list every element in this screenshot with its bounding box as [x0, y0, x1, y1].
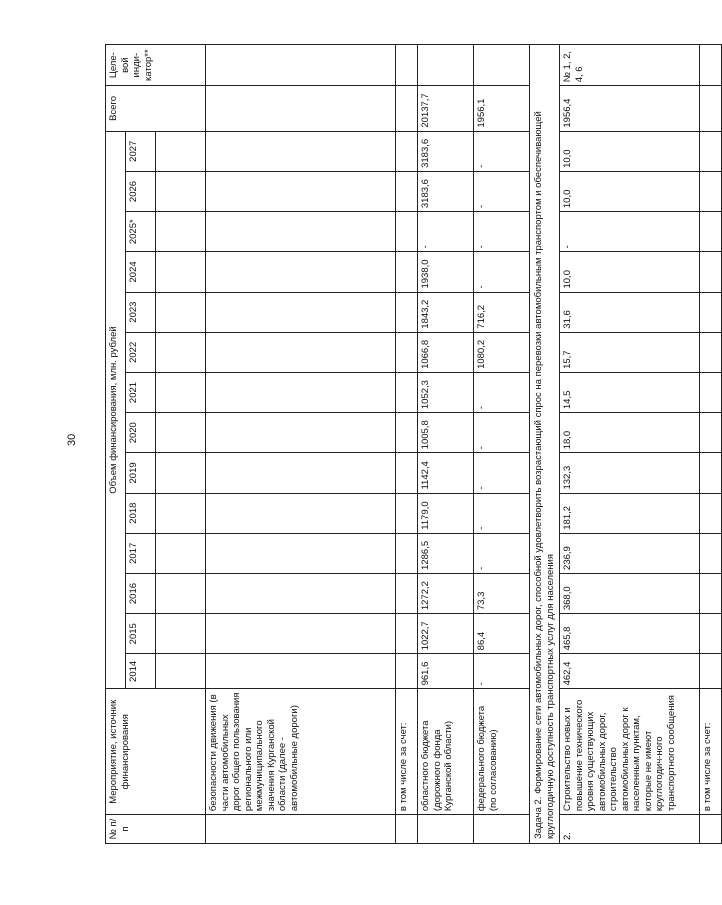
year-header: 2023 [126, 292, 156, 332]
value-cell: 1052,3 [418, 372, 474, 412]
value-cell: 1179,0 [418, 493, 474, 533]
header-total: Всего [106, 86, 206, 131]
value-cell: 10,0 [560, 171, 700, 211]
row-measure: в том числе за счет: [700, 689, 722, 815]
row-measure: Строительство новых и повышение технического уровня существующих автомобильных дорог, строительство автомобильных дорог к населенным пунктам, которые не имеют круглогодич-ного транспортного сообщения [560, 689, 700, 815]
value-cell [396, 171, 418, 211]
row-measure: федерального бюджета (по согласованию) [474, 689, 530, 815]
value-cell: 86,4 [474, 614, 530, 654]
value-cell: 73,3 [474, 573, 530, 613]
year-header: 2026 [126, 171, 156, 211]
value-cell [700, 212, 722, 252]
year-header: 2022 [126, 332, 156, 372]
value-cell: 1272,2 [418, 573, 474, 613]
value-cell: 462,4 [560, 654, 700, 689]
value-cell: - [474, 212, 530, 252]
value-cell [206, 332, 396, 372]
row-num [206, 815, 396, 844]
row-num [418, 815, 474, 844]
header-measure: Мероприятие, источник финансирования [106, 689, 206, 815]
value-cell [700, 332, 722, 372]
value-cell: - [418, 212, 474, 252]
value-cell [206, 252, 396, 292]
task-2-heading: Задача 2. Формирование сети автомобильных дорог, способной удовлетворить возрастающий спрос на перевозки автомобильным транспортом и обеспечивающей круглогодичную доступность транспортных услуг для населения [530, 45, 560, 844]
value-cell: 10,0 [560, 131, 700, 171]
value-cell: - [474, 171, 530, 211]
year-header: 2021 [126, 372, 156, 412]
value-cell: 465,8 [560, 614, 700, 654]
value-cell [206, 493, 396, 533]
value-cell [206, 372, 396, 412]
value-cell: 716,2 [474, 292, 530, 332]
value-cell [396, 252, 418, 292]
value-cell [396, 533, 418, 573]
header-target: Целе-вой инди-катор** [106, 45, 206, 86]
value-cell: 1022,7 [418, 614, 474, 654]
year-header-spacer [156, 252, 206, 292]
value-cell [396, 614, 418, 654]
value-cell: - [474, 413, 530, 453]
year-header: 2020 [126, 413, 156, 453]
value-cell: 368,0 [560, 573, 700, 613]
row-measure: областного бюджета (дорожного фонда Курганской области) [418, 689, 474, 815]
total-cell [206, 86, 396, 131]
year-header: 2017 [126, 533, 156, 573]
year-header-spacer [156, 413, 206, 453]
year-header-spacer [156, 573, 206, 613]
value-cell [700, 292, 722, 332]
table-row [418, 45, 474, 844]
value-cell: 18,0 [560, 413, 700, 453]
year-header-spacer [156, 131, 206, 171]
year-header: 2015 [126, 614, 156, 654]
value-cell [700, 533, 722, 573]
value-cell: - [474, 453, 530, 493]
value-cell [700, 453, 722, 493]
table-row [396, 45, 418, 844]
value-cell [206, 453, 396, 493]
value-cell: 15,7 [560, 332, 700, 372]
value-cell [396, 292, 418, 332]
page-number: 30 [66, 433, 78, 446]
value-cell: - [474, 493, 530, 533]
value-cell [396, 413, 418, 453]
total-cell: 1956,1 [474, 86, 530, 131]
value-cell: - [560, 212, 700, 252]
value-cell [206, 131, 396, 171]
value-cell [206, 292, 396, 332]
value-cell [700, 171, 722, 211]
value-cell [700, 131, 722, 171]
row-num [474, 815, 530, 844]
value-cell: 1066,8 [418, 332, 474, 372]
financing-table [105, 44, 722, 844]
target-cell [418, 45, 474, 86]
total-cell [396, 86, 418, 131]
value-cell [700, 413, 722, 453]
year-header: 2014 [126, 654, 156, 689]
value-cell: 14,5 [560, 372, 700, 412]
value-cell: 1005,8 [418, 413, 474, 453]
value-cell: 181,2 [560, 493, 700, 533]
value-cell: - [474, 131, 530, 171]
value-cell [700, 573, 722, 613]
value-cell [206, 614, 396, 654]
table-row [474, 45, 530, 844]
value-cell: 3183,6 [418, 131, 474, 171]
year-header: 2025* [126, 212, 156, 252]
rotated-page [105, 44, 713, 844]
value-cell [396, 372, 418, 412]
value-cell: 961,6 [418, 654, 474, 689]
year-header: 2018 [126, 493, 156, 533]
value-cell [206, 654, 396, 689]
row-measure: безопасности движения (в части автомобильных дорог общего пользования регионального или межмуниципального значения Курганской области (далее - автомобильные дороги) [206, 689, 396, 815]
value-cell: - [474, 654, 530, 689]
year-header-spacer [156, 533, 206, 573]
value-cell: 1843,2 [418, 292, 474, 332]
target-cell [396, 45, 418, 86]
target-cell [700, 45, 722, 86]
year-header-spacer [156, 493, 206, 533]
value-cell [700, 654, 722, 689]
year-header-spacer [156, 453, 206, 493]
target-cell [206, 45, 396, 86]
value-cell: - [474, 252, 530, 292]
total-cell [700, 86, 722, 131]
value-cell [396, 453, 418, 493]
table-row [560, 45, 700, 844]
value-cell [700, 372, 722, 412]
year-header-spacer [156, 654, 206, 689]
year-header-spacer [156, 212, 206, 252]
value-cell [396, 131, 418, 171]
value-cell: 10,0 [560, 252, 700, 292]
value-cell [206, 413, 396, 453]
value-cell [700, 252, 722, 292]
value-cell [700, 614, 722, 654]
header-volume: Объем финансирования, млн. рублей [106, 131, 126, 689]
year-header-spacer [156, 614, 206, 654]
table-row [700, 45, 722, 844]
value-cell [206, 533, 396, 573]
value-cell [206, 212, 396, 252]
row-measure: в том числе за счет: [396, 689, 418, 815]
value-cell: 1286,5 [418, 533, 474, 573]
target-cell [474, 45, 530, 86]
target-cell: № 1, 2, 4, 6 [560, 45, 700, 86]
year-header: 2019 [126, 453, 156, 493]
value-cell [396, 493, 418, 533]
value-cell [206, 171, 396, 211]
value-cell [396, 332, 418, 372]
value-cell [396, 212, 418, 252]
value-cell: 3183,6 [418, 171, 474, 211]
header-num: № п/п [106, 815, 206, 844]
row-num [396, 815, 418, 844]
value-cell: 31,6 [560, 292, 700, 332]
row-num: 2. [560, 815, 700, 844]
value-cell [396, 654, 418, 689]
year-header-spacer [156, 332, 206, 372]
value-cell: 1142,4 [418, 453, 474, 493]
value-cell: 132,3 [560, 453, 700, 493]
value-cell [206, 573, 396, 613]
value-cell: 1080,2 [474, 332, 530, 372]
total-cell: 1956,4 [560, 86, 700, 131]
year-header-spacer [156, 372, 206, 412]
year-header: 2024 [126, 252, 156, 292]
year-header: 2016 [126, 573, 156, 613]
table-row [206, 45, 396, 844]
row-num [700, 815, 722, 844]
year-header-spacer [156, 171, 206, 211]
value-cell [700, 493, 722, 533]
value-cell: - [474, 533, 530, 573]
year-header-spacer [156, 292, 206, 332]
value-cell [396, 573, 418, 613]
total-cell: 20137,7 [418, 86, 474, 131]
value-cell: 1938,0 [418, 252, 474, 292]
value-cell: - [474, 372, 530, 412]
value-cell: 236,9 [560, 533, 700, 573]
year-header: 2027 [126, 131, 156, 171]
